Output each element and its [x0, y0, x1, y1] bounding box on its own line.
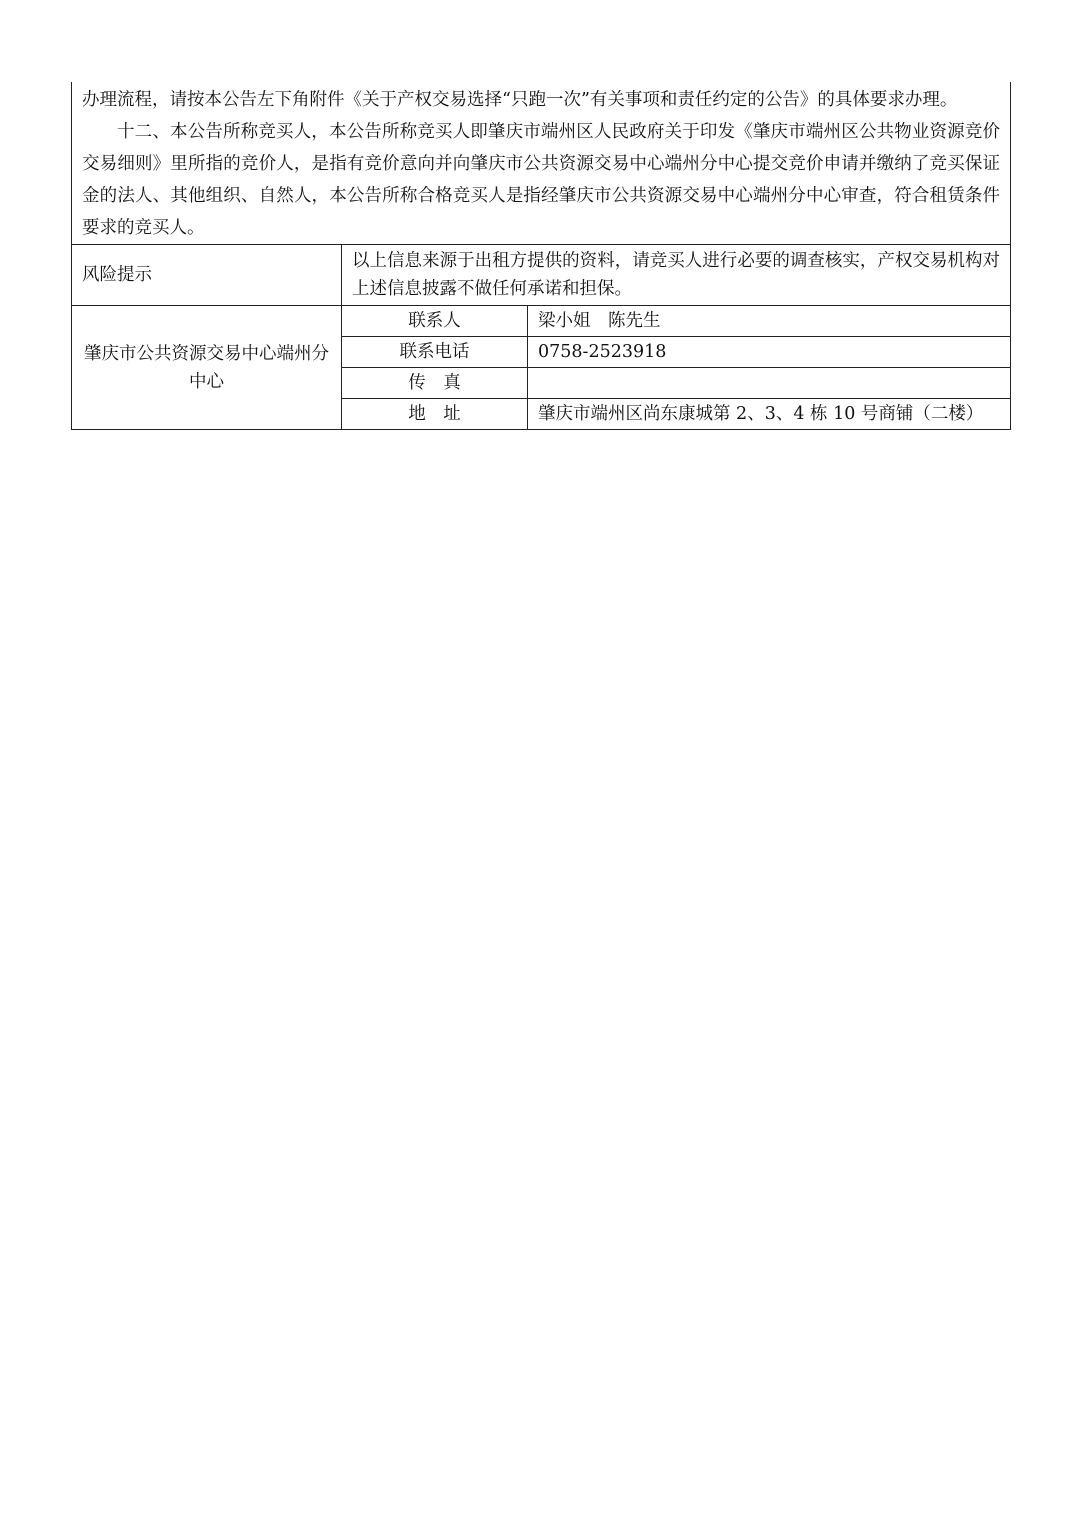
contact-fax-value [528, 368, 1011, 399]
paragraph-12: 十二、本公告所称竞买人，本公告所称竞买人即肇庆市端州区人民政府关于印发《肇庆市端州区公共物业资源竞价交易细则》里所指的竞价人，是指有竞价意向并向肇庆市公共资源交易中心端州分中心提交竞价申请并缴纳了竞买保证金的法人、其他组织、自然人，本公告所称合格竞买人是指经肇庆市公共资源交易中心端州分中心审查，符合租赁条件要求的竞买人。 [82, 122, 1001, 238]
announcement-table [71, 82, 1011, 430]
content-cell [72, 82, 1011, 245]
contact-person-value: 梁小姐 陈先生 [528, 306, 1011, 337]
contact-org: 肇庆市公共资源交易中心端州分中心 [72, 306, 342, 430]
risk-label: 风险提示 [72, 245, 342, 306]
contact-row-person [72, 306, 1011, 337]
risk-row [72, 245, 1011, 306]
contact-fax-label: 传 真 [342, 368, 528, 399]
contact-phone-value: 0758-2523918 [528, 337, 1011, 368]
content-row [72, 82, 1011, 245]
risk-text: 以上信息来源于出租方提供的资料，请竞买人进行必要的调查核实，产权交易机构对上述信息披露不做任何承诺和担保。 [342, 245, 1011, 306]
paragraph-continued: 办理流程，请按本公告左下角附件《关于产权交易选择“只跑一次”有关事项和责任约定的公告》的具体要求办理。 [82, 90, 958, 110]
contact-address-value: 肇庆市端州区尚东康城第 2、3、4 栋 10 号商铺（二楼） [528, 399, 1011, 430]
contact-person-label: 联系人 [342, 306, 528, 337]
contact-address-label: 地 址 [342, 399, 528, 430]
contact-phone-label: 联系电话 [342, 337, 528, 368]
